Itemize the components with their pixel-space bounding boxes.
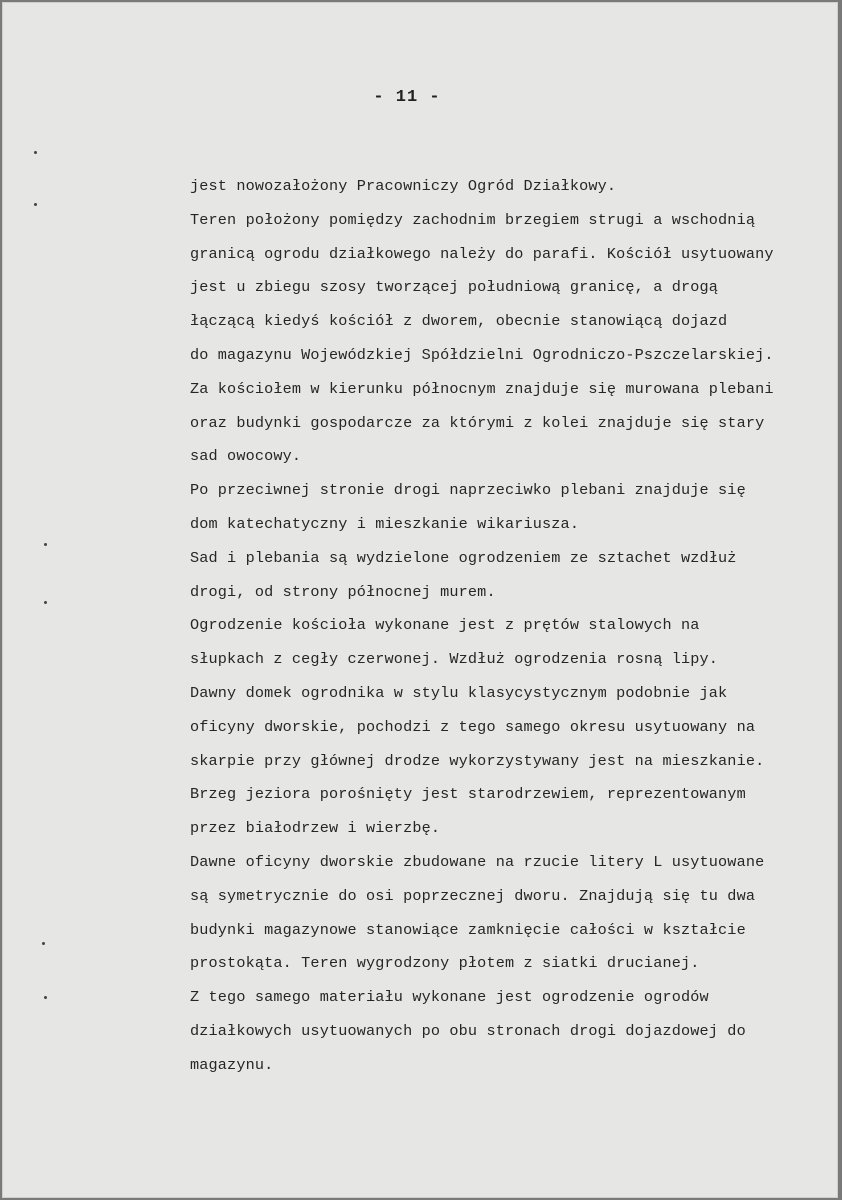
body-text [190, 170, 838, 1083]
text-line: działkowych usytuowanych po obu stronach drogi dojazdowej do [190, 1021, 746, 1040]
text-line: Ogrodzenie kościoła wykonane jest z prętów stalowych na [190, 616, 700, 635]
text-line: przez białodrzew i wierzbę. [190, 819, 441, 838]
text-line: Dawne oficyny dworskie zbudowane na rzucie litery L usytuowane [190, 852, 765, 871]
page-number: - 11 - [373, 88, 441, 107]
text-line: Teren położony pomiędzy zachodnim brzegiem strugi a wschodnią [190, 210, 756, 229]
text-line: słupkach z cegły czerwonej. Wzdłuż ogrodzenia rosną lipy. [190, 650, 719, 669]
text-line: są symetrycznie do osi poprzecznej dworu. Znajdują się tu dwa [190, 886, 756, 905]
margin-mark [34, 151, 37, 154]
text-line: Po przeciwnej stronie drogi naprzeciwko plebani znajduje się [190, 481, 746, 500]
text-line: Sad i plebania są wydzielone ogrodzeniem ze sztachet wzdłuż [190, 548, 737, 567]
text-line: do magazynu Wojewódzkiej Spółdzielni Ogrodniczo-Pszczelarskiej. [190, 345, 774, 364]
margin-mark [44, 996, 47, 999]
text-line: dom katechatyczny i mieszkanie wikariusza. [190, 514, 580, 533]
text-line: Z tego samego materiału wykonane jest ogrodzenie ogrodów [190, 988, 709, 1007]
text-line: granicą ogrodu działkowego należy do parafi. Kościół usytuowany [190, 244, 774, 263]
margin-mark [42, 942, 45, 945]
text-line: oraz budynki gospodarcze za którymi z kolei znajduje się stary [190, 413, 765, 432]
margin-mark [44, 601, 47, 604]
text-line: sad owocowy. [190, 447, 302, 466]
text-line: jest nowozałożony Pracowniczy Ogród Działkowy. [190, 177, 617, 195]
text-line: oficyny dworskie, pochodzi z tego samego okresu usytuowany na [190, 717, 756, 736]
text-line: Brzeg jeziora porośnięty jest starodrzewiem, reprezentowanym [190, 785, 746, 804]
text-line: skarpie przy głównej drodze wykorzystywany jest na mieszkanie. [190, 751, 765, 770]
margin-mark [44, 543, 47, 546]
text-line: budynki magazynowe stanowiące zamknięcie całości w kształcie [190, 920, 746, 939]
text-line: drogi, od strony północnej murem. [190, 582, 496, 601]
text-line: magazynu. [190, 1055, 274, 1074]
document-page [2, 2, 838, 1198]
text-line: łączącą kiedyś kościół z dworem, obecnie stanowiącą dojazd [190, 312, 728, 331]
text-line: prostokąta. Teren wygrodzony płotem z siatki drucianej. [190, 954, 700, 973]
text-line: jest u zbiegu szosy tworzącej południową granicę, a drogą [190, 278, 719, 297]
text-line: Dawny domek ogrodnika w stylu klasycystycznym podobnie jak [190, 683, 728, 702]
margin-mark [34, 203, 37, 206]
text-line: Za kościołem w kierunku północnym znajduje się murowana plebani [190, 379, 774, 398]
